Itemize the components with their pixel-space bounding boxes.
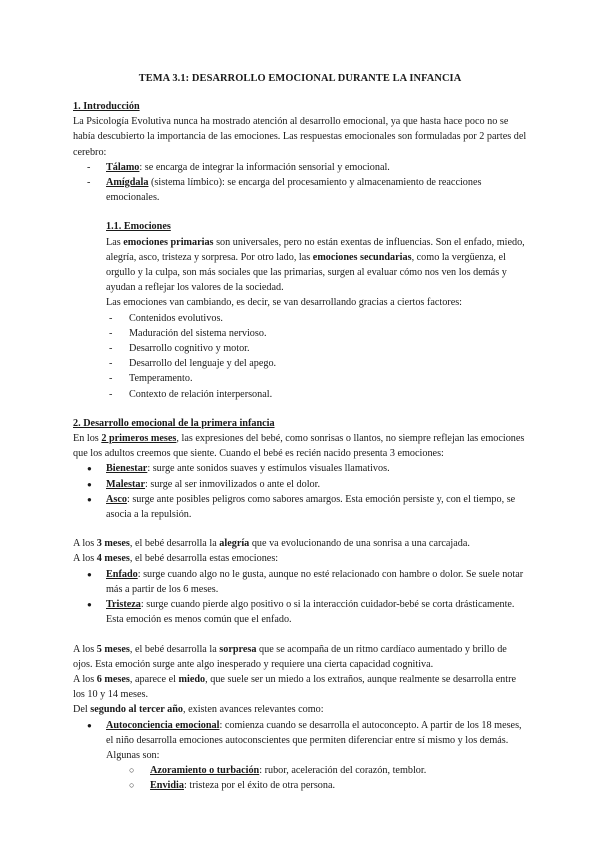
intro-paragraph: La Psicología Evolutiva nunca ha mostrado atención al desarrollo emocional, ya que hasta hace poco no se había descubierto la importancia de las emociones. Las respuestas emocionales son formuladas por 2 partes del cerebro: (73, 116, 527, 158)
list-item: - Contexto de relación interpersonal. (73, 387, 528, 402)
list-item: - Maduración del sistema nervioso. (73, 326, 528, 341)
list-item: ● Malestar: surge al ser inmovilizados o ante el dolor. (73, 477, 528, 492)
list-item: ○ Envidia: tristeza por el éxito de otra persona. (73, 778, 528, 793)
three-months-paragraph: A los 3 meses, el bebé desarrolla la alegría que va evolucionando de una sonrisa a una carcajada. (73, 538, 470, 550)
second-third-year-list (73, 718, 528, 764)
section-heading-desarrollo: 2. Desarrollo emocional de la primera infancia (73, 417, 275, 429)
brain-parts-list (73, 160, 528, 206)
list-item: - Desarrollo cognitivo y motor. (73, 341, 528, 356)
list-item: - Tálamo: se encarga de integrar la información sensorial y emocional. (73, 160, 528, 175)
list-item: - Contenidos evolutivos. (73, 311, 528, 326)
document-title: TEMA 3.1: DESARROLLO EMOCIONAL DURANTE LA INFANCIA (138, 73, 462, 84)
list-item: ● Enfado: surge cuando algo no le gusta, aunque no esté relacionado con hambre o dolor. Se suele notar más a partir de los 6 meses. (73, 567, 528, 597)
list-item: - Temperamento. (73, 371, 528, 386)
second-third-year-paragraph: Del segundo al tercer año, existen avances relevantes como: (73, 704, 324, 716)
list-item: ● Autoconciencia emocional: comienza cuando se desarrolla el autoconcepto. A partir de los 18 meses, el niño desarrolla emociones autoconscientes que permiten diferenciar entre sí mismo y los demás. Algunas son: (73, 718, 528, 764)
list-item: ● Tristeza: surge cuando pierde algo positivo o si la interacción cuidador-bebé se corta drásticamente. Esta emoción es menos común que el enfado. (73, 597, 528, 627)
subsection-emociones (73, 219, 528, 310)
subsection-heading-emociones: 1.1. Emociones (106, 221, 171, 233)
six-months-paragraph: A los 6 meses, aparece el miedo, que suele ser un miedo a los extraños, aunque realmente se desarrolla entre los 10 y 14 meses. (73, 673, 517, 701)
four-months-paragraph: A los 4 meses, el bebé desarrolla estas emociones: (73, 553, 279, 565)
factors-intro: Las emociones van cambiando, es decir, se van desarrollando gracias a ciertos factores: (106, 297, 463, 309)
newborn-emotions-list (73, 461, 528, 522)
list-item: ● Bienestar: surge ante sonidos suaves y estímulos visuales llamativos. (73, 461, 528, 476)
list-item: - Amígdala (sistema límbico): se encarga del procesamiento y almacenamiento de reacciones emocionales. (73, 175, 528, 205)
emociones-paragraph: Las emociones primarias son universales, pero no están exentas de influencias. Son el enfado, miedo, alegría, asco, tristeza y sorpresa. Por otro lado, las emociones secundarias, como la vergüenza, el orgullo y la culpa, son más sociales que las primarias, surgen al evaluar cómo nos ven los demás y ayudan a reflejar los valores de la sociedad. (106, 236, 525, 294)
list-item: ● Asco: surge ante posibles peligros como sabores amargos. Esta emoción persiste y, con el tiempo, se asocia a la repulsión. (73, 492, 528, 522)
list-item: - Desarrollo del lenguaje y del apego. (73, 356, 528, 371)
factors-list (73, 311, 528, 402)
self-conscious-emotions-list (73, 763, 528, 793)
five-months-paragraph: A los 5 meses, el bebé desarrolla la sorpresa que se acompaña de un ritmo cardíaco aumentado y brillo de ojos. Esta emoción surge ante algo inesperado y requiere una cierta capacidad cognitiva. (73, 643, 507, 670)
document-body (73, 99, 528, 794)
section-heading-introduccion: 1. Introducción (73, 101, 140, 112)
newborn-paragraph: En los 2 primeros meses, las expresiones del bebé, como sonrisas o llantos, no siempre reflejan las emociones que los adultos creemos que siente. Cuando el bebé es recién nacido presenta 3 emociones: (73, 433, 525, 460)
four-months-list (73, 567, 528, 628)
list-item: ○ Azoramiento o turbación: rubor, aceleración del corazón, temblor. (73, 763, 528, 778)
